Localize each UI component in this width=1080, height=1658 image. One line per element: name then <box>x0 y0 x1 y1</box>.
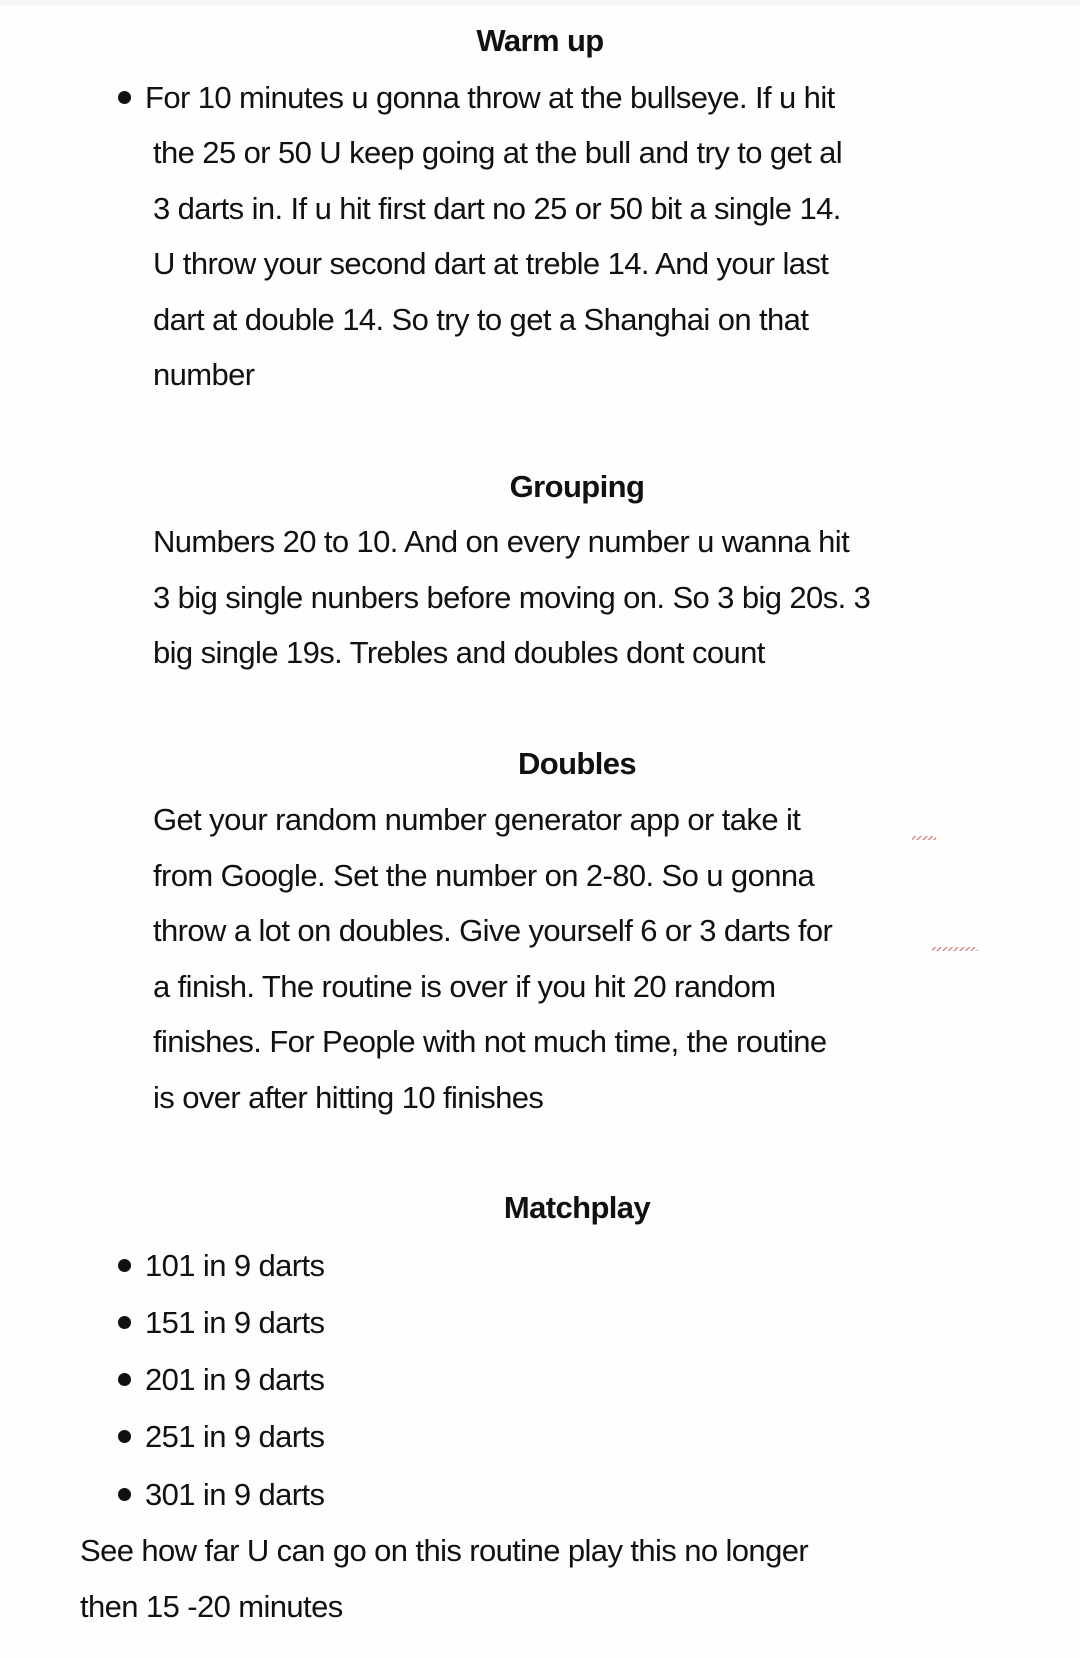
bullet-icon <box>118 1488 131 1501</box>
warmup-line: the 25 or 50 U keep going at the bull and try to get al <box>153 135 843 170</box>
spellcheck-underline <box>912 836 936 840</box>
doubles-line: a finish. The routine is over if you hit 20 random <box>153 969 776 1004</box>
doubles-line: from Google. Set the number on 2-80. So u gonna <box>153 858 815 893</box>
warmup-line: U throw your second dart at treble 14. And your last <box>153 246 829 281</box>
heading-doubles: Doubles <box>517 746 637 781</box>
bullet-icon <box>118 1316 131 1329</box>
bullet-icon <box>118 1373 131 1386</box>
grouping-line: Numbers 20 to 10. And on every number u wanna hit <box>153 524 850 559</box>
heading-warm-up: Warm up <box>476 23 604 58</box>
matchplay-item: 151 in 9 darts <box>145 1305 325 1340</box>
bullet-icon <box>118 1259 131 1272</box>
matchplay-item: 201 in 9 darts <box>145 1362 325 1397</box>
closing-line: then 15 -20 minutes <box>80 1589 343 1624</box>
grouping-line: 3 big single nunbers before moving on. So 3 big 20s. 3 <box>153 580 871 615</box>
warmup-line: number <box>153 357 255 392</box>
top-edge <box>0 0 1080 5</box>
doubles-line: is over after hitting 10 finishes <box>153 1080 544 1115</box>
warmup-line: For 10 minutes u gonna throw at the bullseye. If u hit <box>145 80 835 115</box>
spellcheck-underline <box>932 947 978 951</box>
warmup-line: dart at double 14. So try to get a Shanghai on that <box>153 302 809 337</box>
doubles-line: finishes. For People with not much time, the routine <box>153 1024 827 1059</box>
heading-matchplay: Matchplay <box>503 1190 651 1225</box>
bullet-icon <box>118 91 131 104</box>
warmup-line: 3 darts in. If u hit first dart no 25 or 50 bit a single 14. <box>153 191 841 226</box>
heading-grouping: Grouping <box>509 469 645 504</box>
bullet-icon <box>118 1430 131 1443</box>
matchplay-item: 101 in 9 darts <box>145 1248 325 1283</box>
matchplay-item: 301 in 9 darts <box>145 1477 325 1512</box>
doubles-line: Get your random number generator app or take it <box>153 802 801 837</box>
doubles-line: throw a lot on doubles. Give yourself 6 or 3 darts for <box>153 913 833 948</box>
matchplay-item: 251 in 9 darts <box>145 1419 325 1454</box>
closing-line: See how far U can go on this routine play this no longer <box>80 1533 809 1568</box>
grouping-line: big single 19s. Trebles and doubles dont count <box>153 635 765 670</box>
